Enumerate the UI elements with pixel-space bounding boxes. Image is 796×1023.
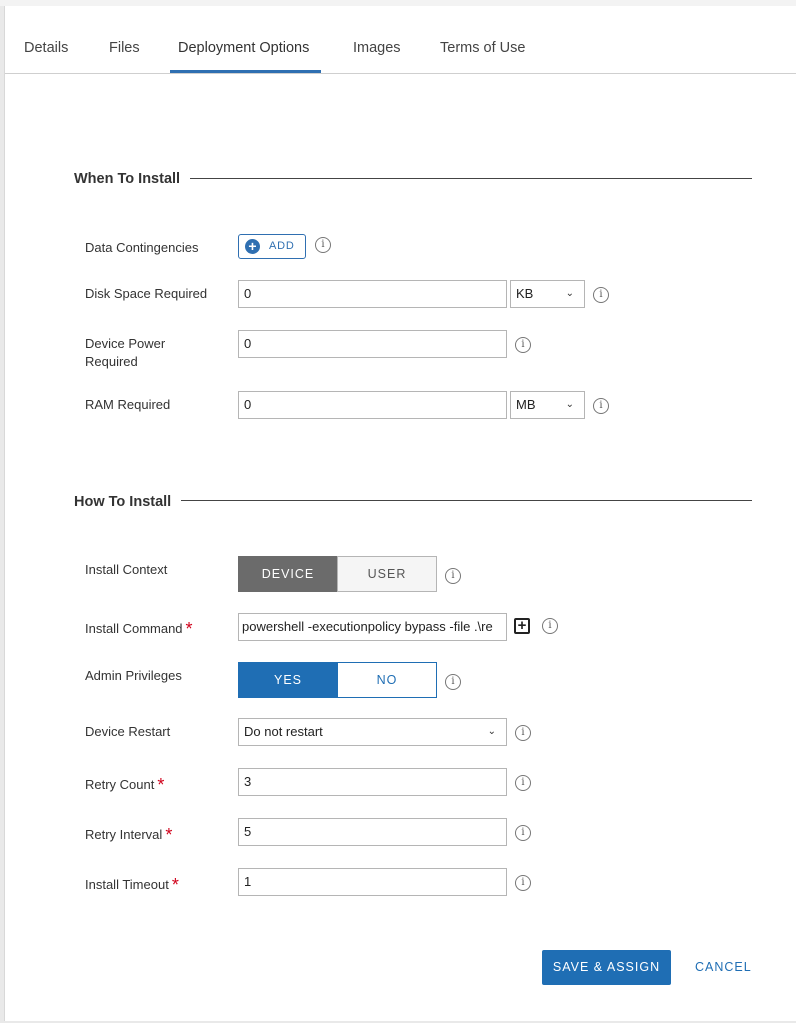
device-power-input[interactable]: 0 (238, 330, 507, 358)
chevron-down-icon: ⌄ (565, 399, 574, 410)
retry-interval-input[interactable]: 5 (238, 818, 507, 846)
install-context-user-option[interactable]: USER (337, 556, 437, 592)
info-icon[interactable]: i (593, 287, 609, 303)
ram-input[interactable]: 0 (238, 391, 507, 419)
disk-space-label: Disk Space Required (85, 286, 208, 301)
data-contingencies-label: Data Contingencies (85, 240, 199, 255)
device-restart-value: Do not restart (244, 724, 323, 739)
info-icon[interactable]: i (315, 237, 331, 253)
device-restart-select[interactable] (238, 718, 507, 746)
active-tab-indicator (170, 70, 321, 73)
info-icon[interactable]: i (542, 618, 558, 634)
info-icon[interactable]: i (593, 398, 609, 414)
add-contingency-button[interactable] (238, 234, 306, 259)
app-panel (4, 6, 796, 1021)
info-icon[interactable]: i (515, 337, 531, 353)
disk-space-input[interactable]: 0 (238, 280, 507, 308)
retry-interval-label: Retry Interval * (85, 825, 173, 845)
section-title-when-to-install: When To Install (74, 171, 181, 187)
required-marker: * (171, 875, 179, 895)
device-power-label: Device Power Required (85, 336, 166, 369)
admin-privileges-label: Admin Privileges (85, 668, 182, 683)
device-restart-label: Device Restart (85, 724, 171, 739)
tab-images[interactable]: Images (353, 40, 401, 56)
install-timeout-label: Install Timeout * (85, 875, 179, 895)
retry-count-label: Retry Count * (85, 775, 165, 795)
tab-files[interactable]: Files (109, 40, 140, 56)
retry-count-input[interactable]: 3 (238, 768, 507, 796)
tab-deployment-options[interactable]: Deployment Options (178, 40, 310, 56)
ram-label: RAM Required (85, 397, 171, 412)
chevron-down-icon: ⌄ (487, 726, 496, 737)
cancel-button[interactable]: CANCEL (695, 960, 752, 974)
info-icon[interactable]: i (445, 674, 461, 690)
plus-square-icon[interactable]: + (514, 618, 530, 634)
install-context-label: Install Context (85, 562, 168, 577)
tab-details[interactable]: Details (24, 40, 69, 56)
save-and-assign-button[interactable]: SAVE & ASSIGN (542, 950, 671, 985)
info-icon[interactable]: i (515, 725, 531, 741)
install-timeout-input[interactable]: 1 (238, 868, 507, 896)
plus-circle-icon: + (245, 239, 260, 254)
info-icon[interactable]: i (445, 568, 461, 584)
required-marker: * (185, 619, 193, 639)
admin-privileges-no-option[interactable]: NO (337, 662, 437, 698)
info-icon[interactable]: i (515, 825, 531, 841)
ram-unit-value: MB (516, 397, 536, 412)
info-icon[interactable]: i (515, 775, 531, 791)
install-context-device-option[interactable]: DEVICE (238, 556, 338, 592)
admin-privileges-yes-option[interactable]: YES (238, 662, 338, 698)
section-title-how-to-install: How To Install (74, 494, 172, 510)
disk-space-unit-select[interactable] (510, 280, 585, 308)
required-marker: * (157, 775, 165, 795)
tab-terms-of-use[interactable]: Terms of Use (440, 40, 526, 56)
add-button-label: ADD (269, 240, 295, 252)
section-divider (190, 178, 752, 179)
section-divider (181, 500, 752, 501)
required-marker: * (165, 825, 173, 845)
chevron-down-icon: ⌄ (565, 288, 574, 299)
tab-bar (5, 6, 796, 74)
ram-unit-select[interactable] (510, 391, 585, 419)
info-icon[interactable]: i (515, 875, 531, 891)
install-command-label: Install Command * (85, 619, 193, 639)
install-command-input[interactable]: powershell -executionpolicy bypass -file .\re (238, 613, 507, 641)
disk-space-unit-value: KB (516, 286, 534, 301)
